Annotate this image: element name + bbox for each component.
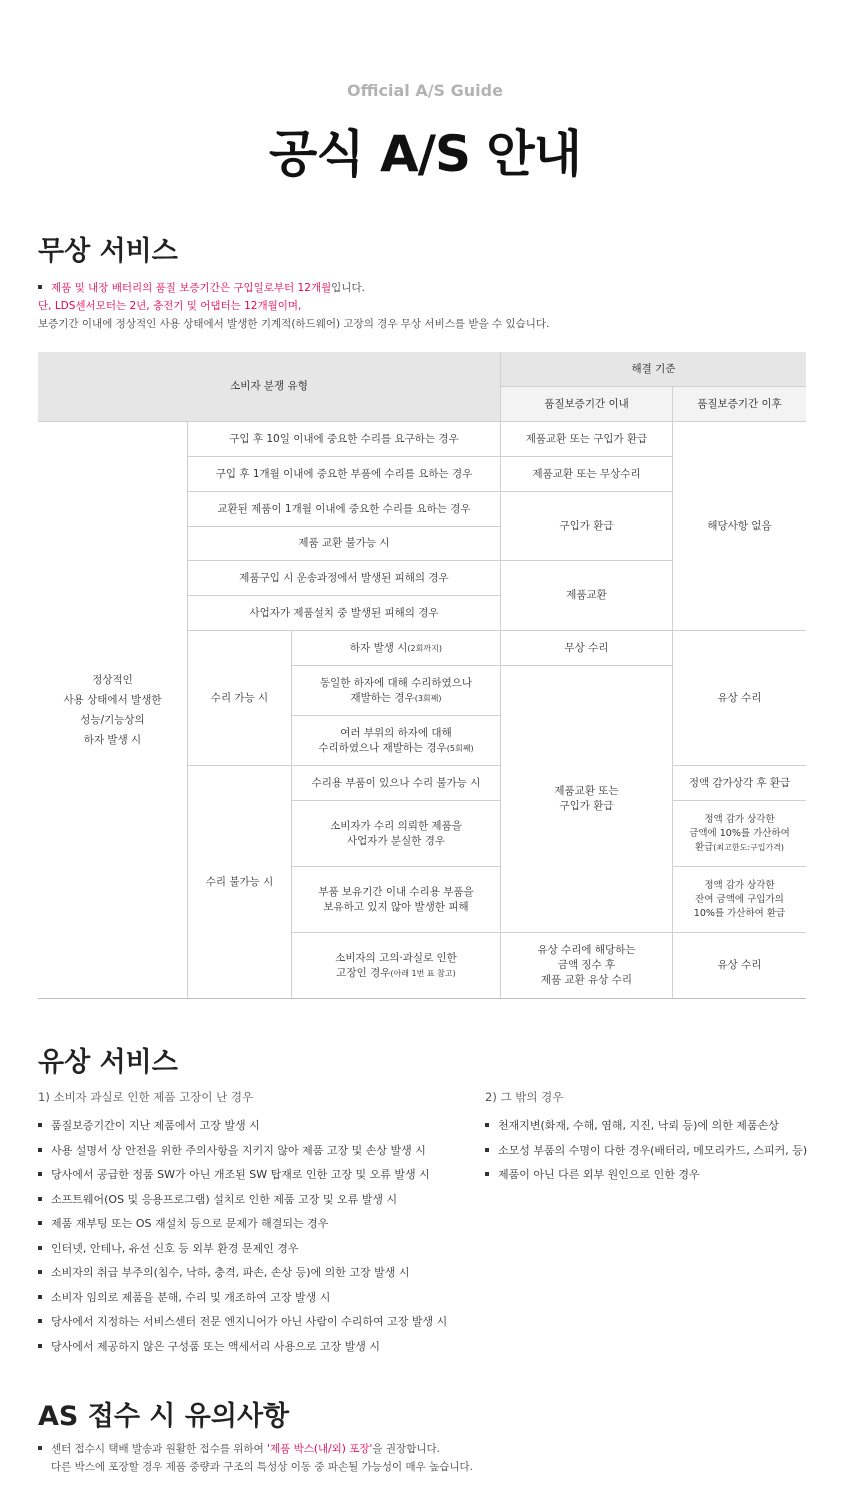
row-5-6-resolution: 제품교환 <box>501 561 673 631</box>
bullet-icon <box>485 1123 489 1127</box>
as-notice-title: AS 접수 시 유의사항 <box>38 1401 290 1432</box>
warranty-period-text: 제품 및 내장 배터리의 품질 보증기간은 구입일로부터 12개월 <box>51 282 332 294</box>
row-9-line <box>318 741 473 756</box>
header-dispute-type: 소비자 분쟁 유형 <box>38 352 501 422</box>
row-13-note: (아래 1번 표 참고) <box>390 968 456 978</box>
row-11-after-line: 정액 감가 상각한 <box>704 813 775 825</box>
list-item-text: 품질보증기간이 지난 제품에서 고장 발생 시 <box>51 1119 260 1132</box>
list-item <box>38 1188 447 1213</box>
paid-col1-list <box>38 1114 447 1359</box>
list-item <box>38 1335 447 1360</box>
row-9-line: 여러 부위의 하자에 대해 <box>340 726 452 739</box>
bullet-icon <box>38 1319 42 1323</box>
table-row-8 <box>292 666 501 716</box>
table-bottom-border <box>38 998 806 999</box>
bullet-icon <box>485 1148 489 1152</box>
row-3-4-resolution: 구입가 환급 <box>501 492 673 561</box>
list-item-text: 당사에서 제공하지 않은 구성품 또는 액세서리 사용으로 고장 발생 시 <box>51 1339 380 1353</box>
category-line: 성능/기능상의 <box>80 714 145 726</box>
row-9-note: (5회째) <box>446 743 474 753</box>
rows-1-6-after-warranty: 해당사항 없음 <box>673 422 806 631</box>
header-after-warranty: 품질보증기간 이후 <box>673 387 806 422</box>
row-12-line: 부품 보유기간 이내 수리용 부품을 <box>318 885 474 898</box>
row-8-note: (3회째) <box>414 693 442 703</box>
note-line-2: 단, LDS센서모터는 2년, 충전기 및 어댑터는 12개월이며, <box>38 300 302 312</box>
list-item-text: 인터넷, 안테나, 유선 신호 등 외부 환경 문제인 경우 <box>51 1241 299 1255</box>
list-item-text: 소모성 부품의 수명이 다한 경우(배터리, 메모리카드, 스피커, 등) <box>498 1143 808 1157</box>
resolution-line: 제품교환 또는 <box>554 785 619 797</box>
rows-8-12-resolution <box>501 666 673 933</box>
row-2-resolution: 제품교환 또는 무상수리 <box>501 457 673 492</box>
row-13-res-line: 금액 징수 후 <box>557 959 616 971</box>
bullet-icon <box>38 1446 42 1450</box>
table-row-1: 구입 후 10일 이내에 중요한 수리를 요구하는 경우 <box>188 422 501 457</box>
table-row-10: 수리용 부품이 있으나 수리 불가능 시 <box>292 766 501 801</box>
row-8-line <box>351 691 442 706</box>
bullet-icon <box>485 1172 489 1176</box>
list-item-text: 당사에서 공급한 정품 SW가 아닌 개조된 SW 탑재로 인한 고장 및 오류 발생 시 <box>51 1168 430 1181</box>
bullet-icon <box>38 1197 42 1201</box>
as-notice-prefix: 센터 접수시 택배 발송과 원활한 접수를 위하여 <box>51 1443 264 1455</box>
note-line-1-suffix: 입니다. <box>331 282 365 294</box>
paid-col2-list <box>485 1114 807 1188</box>
bullet-icon <box>38 1221 42 1225</box>
note-line-1 <box>38 279 549 297</box>
row-11-after-warranty <box>673 801 806 867</box>
row-7-note: (2회까지) <box>407 643 442 653</box>
row-1-resolution: 제품교환 또는 구입가 환급 <box>501 422 673 457</box>
list-item <box>485 1163 807 1188</box>
row-11-after-text: 환급 <box>694 841 714 853</box>
table-row-4: 제품 교환 불가능 시 <box>188 527 501 561</box>
as-notice-line-2: 다른 박스에 포장할 경우 제품 중량과 구조의 특성상 이동 중 파손될 가능성이 매우 높습니다. <box>51 1461 474 1473</box>
bullet-icon <box>38 1172 42 1176</box>
table-row-3: 교환된 제품이 1개월 이내에 중요한 수리를 요하는 경우 <box>188 492 501 527</box>
row-11-line: 소비자가 수리 의뢰한 제품을 <box>330 819 462 832</box>
list-item <box>38 1139 447 1164</box>
category-line: 하자 발생 시 <box>83 734 142 746</box>
row-11-after-line: 금액에 10%를 가산하여 <box>689 827 790 839</box>
list-item-text: 천재지변(화재, 수해, 염해, 지진, 낙뢰 등)에 의한 제품손상 <box>498 1119 779 1132</box>
list-item <box>38 1286 447 1311</box>
paid-col1-heading: 1) 소비자 과실로 인한 제품 고장이 난 경우 <box>38 1090 254 1104</box>
as-notice-text <box>38 1440 473 1476</box>
row-9-text: 수리하였으나 재발하는 경우 <box>318 741 447 754</box>
row-12-after-line: 잔여 금액에 구입가의 <box>695 893 784 905</box>
list-item <box>485 1114 807 1139</box>
list-item-text: 소비자의 취급 부주의(침수, 낙하, 충격, 파손, 손상 등)에 의한 고장 발생 시 <box>51 1266 410 1279</box>
row-12-after-line: 정액 감가 상각한 <box>704 879 775 891</box>
table-row-12 <box>292 867 501 933</box>
row-11-line: 사업자가 분실한 경우 <box>347 834 445 847</box>
list-item <box>38 1237 447 1262</box>
category-line: 사용 상태에서 발생한 <box>63 694 162 706</box>
table-row-13 <box>292 933 501 999</box>
row-11-after-note: (최고한도:구입가격) <box>713 842 785 852</box>
row-12-after-line: 10%를 가산하여 환급 <box>693 907 786 919</box>
row-13-res-line: 유상 수리에 해당하는 <box>537 944 636 956</box>
row-7-text: 하자 발생 시 <box>350 641 408 654</box>
bullet-icon <box>38 285 42 289</box>
free-service-note <box>38 279 549 333</box>
category-line: 정상적인 <box>92 674 133 686</box>
table-row-11 <box>292 801 501 867</box>
list-item <box>38 1261 447 1286</box>
list-item <box>38 1212 447 1237</box>
table-row-7 <box>292 631 501 666</box>
table-row-6: 사업자가 제품설치 중 발생된 피해의 경우 <box>188 596 501 631</box>
header-within-warranty: 품질보증기간 이내 <box>501 387 673 422</box>
list-item-text: 소프트웨어(OS 및 응용프로그램) 설치로 인한 제품 고장 및 오류 발생 시 <box>51 1192 398 1206</box>
table-row-5: 제품구입 시 운송과정에서 발생된 피해의 경우 <box>188 561 501 596</box>
row-13-line: 소비자의 고의·과실로 인한 <box>335 951 457 964</box>
table-row-2: 구입 후 1개월 이내에 중요한 부품에 수리를 요하는 경우 <box>188 457 501 492</box>
unrepairable-category: 수리 불가능 시 <box>188 766 292 999</box>
list-item-text: 당사에서 지정하는 서비스센터 전문 엔지니어가 아닌 사람이 수리하여 고장 발생 시 <box>51 1315 448 1328</box>
free-service-table <box>38 352 806 999</box>
free-service-title: 무상 서비스 <box>38 236 178 267</box>
bullet-icon <box>38 1123 42 1127</box>
list-item <box>38 1163 447 1188</box>
list-item-text: 제품이 아닌 다른 외부 원인으로 인한 경우 <box>498 1168 700 1181</box>
row-13-line <box>336 966 455 981</box>
header-resolution: 해결 기준 <box>501 352 806 387</box>
bullet-icon <box>38 1148 42 1152</box>
row-12-after-warranty <box>673 867 806 933</box>
row-8-text: 재발하는 경우 <box>350 691 415 704</box>
list-item <box>38 1114 447 1139</box>
row-12-line: 보유하고 있지 않아 발생한 피해 <box>323 900 469 913</box>
bullet-icon <box>38 1295 42 1299</box>
row-10-after-warranty: 정액 감가상각 후 환급 <box>673 766 806 801</box>
row-13-text: 고장인 경우 <box>336 966 391 979</box>
note-line-3: 보증기간 이내에 정상적인 사용 상태에서 발생한 기계적(하드웨어) 고장의 경우 무상 서비스를 받을 수 있습니다. <box>38 318 550 330</box>
paid-service-title: 유상 서비스 <box>38 1047 178 1078</box>
row-11-after-line <box>695 841 784 855</box>
list-item-text: 소비자 임의로 제품을 분해, 수리 및 개조하여 고장 발생 시 <box>51 1290 331 1304</box>
list-item <box>38 1310 447 1335</box>
as-notice-suffix: 을 권장합니다. <box>372 1443 440 1455</box>
bullet-icon <box>38 1344 42 1348</box>
row-13-res-line: 제품 교환 유상 수리 <box>540 974 633 986</box>
paid-col2-heading: 2) 그 밖의 경우 <box>485 1090 564 1104</box>
bullet-icon <box>38 1246 42 1250</box>
repairable-category: 수리 가능 시 <box>188 631 292 766</box>
list-item-text: 사용 설명서 상 안전을 위한 주의사항을 지키지 않아 제품 고장 및 손상 발생 시 <box>51 1143 426 1157</box>
list-item <box>485 1139 807 1164</box>
resolution-line: 구입가 환급 <box>559 800 614 812</box>
rows-7-9-after-warranty: 유상 수리 <box>673 631 806 766</box>
list-item-text: 제품 재부팅 또는 OS 재설치 등으로 문제가 해결되는 경우 <box>51 1217 329 1230</box>
packaging-highlight: '제품 박스(내/외) 포장' <box>267 1443 373 1455</box>
row-7-resolution: 무상 수리 <box>501 631 673 666</box>
row-13-after-warranty: 유상 수리 <box>673 933 806 999</box>
page-title: 공식 A/S 안내 <box>269 125 581 183</box>
row-13-resolution <box>501 933 673 999</box>
bullet-icon <box>38 1270 42 1274</box>
row-8-line: 동일한 하자에 대해 수리하였으나 <box>319 676 472 689</box>
page-eyebrow: Official A/S Guide <box>347 81 503 100</box>
normal-use-category <box>38 422 188 999</box>
table-row-9 <box>292 716 501 766</box>
as-notice-line-1 <box>38 1440 473 1458</box>
